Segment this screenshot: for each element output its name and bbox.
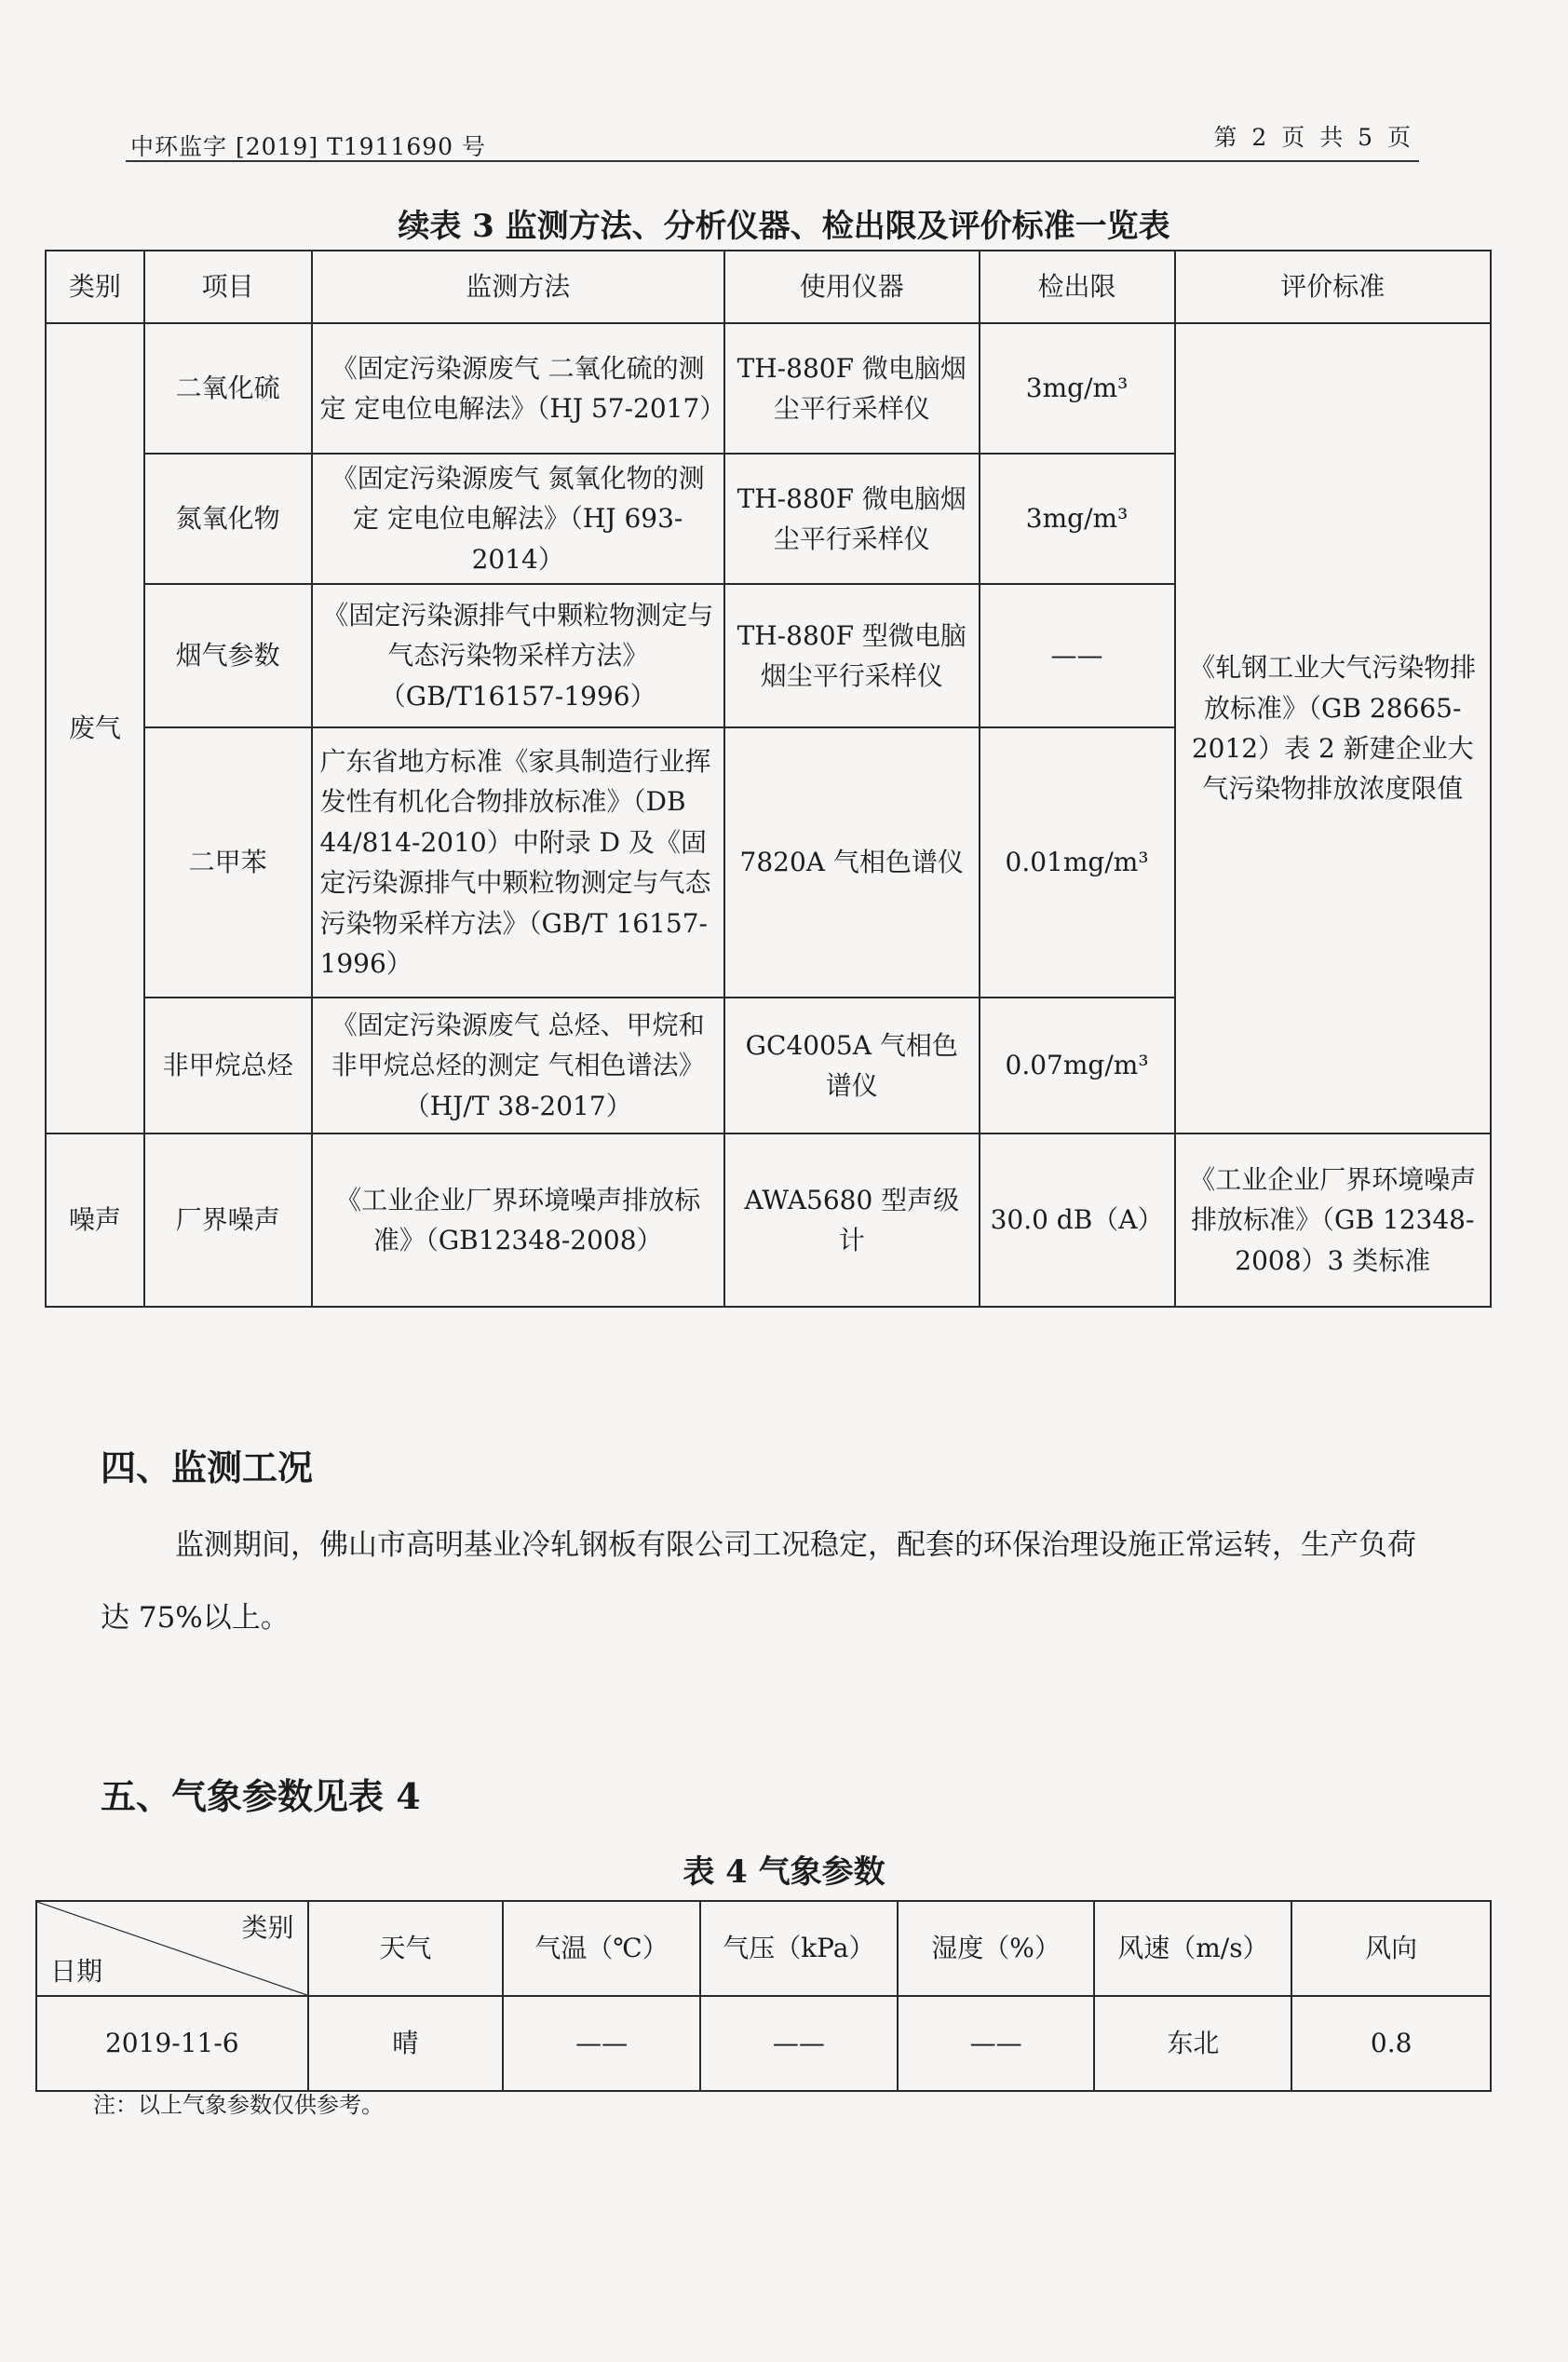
header-weather: 天气: [308, 1901, 504, 1996]
humidity-cell: ——: [898, 1996, 1095, 2091]
header-item: 项目: [144, 251, 312, 323]
corner-date-label: 日期: [50, 1955, 103, 1987]
header-rule: [126, 160, 1419, 162]
limit-cell: 3mg/m³: [980, 323, 1175, 454]
header-pressure: 气压（kPa）: [700, 1901, 898, 1996]
header-category: 类别: [46, 251, 144, 323]
standard-cell: 《轧钢工业大气污染物排放标准》（GB 28665-2012）表 2 新建企业大气污染物排放浓度限值: [1175, 323, 1492, 1133]
instrument-cell: AWA5680 型声级计: [724, 1133, 980, 1307]
table-header-row: [46, 251, 1491, 323]
limit-cell: ——: [980, 584, 1175, 727]
report-number: 中环监字 [2019] T1911690 号: [130, 133, 486, 160]
section-5-title: 五、气象参数见表 4: [101, 1775, 421, 1817]
section-4-paragraph: [101, 1509, 1432, 1654]
method-cell: 《工业企业厂界环境噪声排放标准》（GB12348-2008）: [312, 1133, 724, 1307]
diagonal-header-cell: [36, 1901, 308, 1996]
header-standard: 评价标准: [1175, 251, 1492, 323]
table-row: [46, 1133, 1491, 1307]
item-cell: 二甲苯: [144, 727, 312, 998]
table4-caption: 表 4 气象参数: [683, 1853, 885, 1891]
table-row: [36, 1996, 1491, 2091]
section-4-title: 四、监测工况: [101, 1446, 314, 1488]
limit-cell: 0.07mg/m³: [980, 998, 1175, 1133]
header-humidity: 湿度（%）: [898, 1901, 1095, 1996]
limit-cell: 3mg/m³: [980, 454, 1175, 584]
limit-cell: 0.01mg/m³: [980, 727, 1175, 998]
method-cell: 广东省地方标准《家具制造行业挥发性有机化合物排放标准》（DB 44/814-2010）中附录 D 及《固定污染源排气中颗粒物测定与气态污染物采样方法》（GB/T 16157-1996）: [312, 727, 724, 998]
item-cell: 二氧化硫: [144, 323, 312, 454]
header-wind-direction: 风向: [1291, 1901, 1491, 1996]
method-cell: 《固定污染源废气 总烃、甲烷和非甲烷总烃的测定 气相色谱法》（HJ/T 38-2017）: [312, 998, 724, 1133]
header-method: 监测方法: [312, 251, 724, 323]
temperature-cell: ——: [503, 1996, 700, 2091]
instrument-cell: TH-880F 型微电脑烟尘平行采样仪: [724, 584, 980, 727]
table-header-row: [36, 1901, 1491, 1996]
pressure-cell: ——: [700, 1996, 898, 2091]
corner-category-label: 类别: [241, 1912, 294, 1943]
standard-cell: 《工业企业厂界环境噪声排放标准》（GB 12348-2008）3 类标准: [1175, 1133, 1492, 1307]
instrument-cell: GC4005A 气相色谱仪: [724, 998, 980, 1133]
weather-parameters-table: [35, 1900, 1492, 2092]
instrument-cell: 7820A 气相色谱仪: [724, 727, 980, 998]
method-cell: 《固定污染源废气 氮氧化物的测定 定电位电解法》（HJ 693-2014）: [312, 454, 724, 584]
item-cell: 氮氧化物: [144, 454, 312, 584]
monitoring-methods-table: [45, 250, 1492, 1308]
method-cell: 《固定污染源排气中颗粒物测定与气态污染物采样方法》（GB/T16157-1996）: [312, 584, 724, 727]
section-4-text: 监测期间，佛山市高明基业冷轧钢板有限公司工况稳定，配套的环保治理设施正常运转，生产负荷达 75%以上。: [101, 1528, 1416, 1635]
wind-direction-cell: 0.8: [1291, 1996, 1491, 2091]
header-temperature: 气温（℃）: [503, 1901, 700, 1996]
limit-cell: 30.0 dB（A）: [980, 1133, 1175, 1307]
date-cell: 2019-11-6: [36, 1996, 308, 2091]
header-limit: 检出限: [980, 251, 1175, 323]
item-cell: 厂界噪声: [144, 1133, 312, 1307]
table4-note: 注：以上气象参数仅供参考。: [93, 2092, 384, 2118]
category-cell: 废气: [46, 323, 144, 1133]
category-cell: 噪声: [46, 1133, 144, 1307]
item-cell: 非甲烷总烃: [144, 998, 312, 1133]
header-wind-speed: 风速（m/s）: [1094, 1901, 1291, 1996]
instrument-cell: TH-880F 微电脑烟尘平行采样仪: [724, 454, 980, 584]
method-cell: 《固定污染源废气 二氧化硫的测定 定电位电解法》（HJ 57-2017）: [312, 323, 724, 454]
page-indicator: 第 2 页 共 5 页: [1213, 124, 1414, 151]
weather-cell: 晴: [308, 1996, 504, 2091]
header-instrument: 使用仪器: [724, 251, 980, 323]
table3-caption: 续表 3 监测方法、分析仪器、检出限及评价标准一览表: [398, 208, 1170, 245]
instrument-cell: TH-880F 微电脑烟尘平行采样仪: [724, 323, 980, 454]
wind-speed-cell: 东北: [1094, 1996, 1291, 2091]
table-row: [46, 323, 1491, 454]
item-cell: 烟气参数: [144, 584, 312, 727]
